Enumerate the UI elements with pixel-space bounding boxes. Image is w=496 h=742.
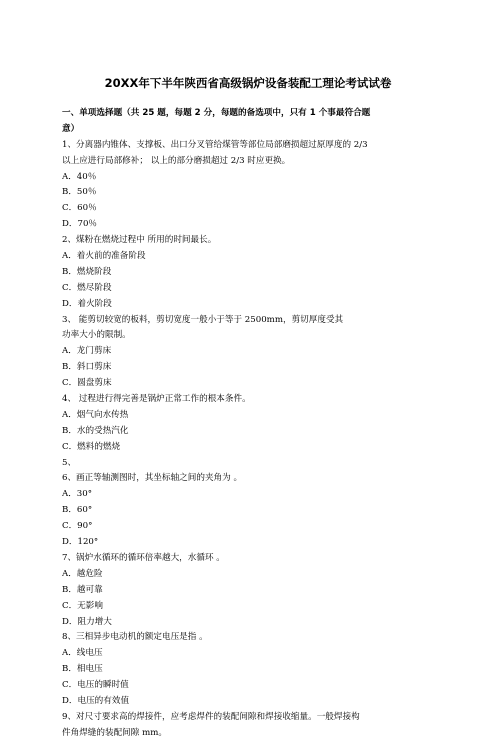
text-line: B．相电压 [62,664,103,675]
text-line: D．电压的有效值 [62,695,130,706]
text-line: B．50％ [62,187,97,198]
text-line: C．90° [62,521,93,532]
text-line: B．越可靠 [62,584,103,595]
text-line: 3、 能剪切较宽的板料，剪切宽度一般小于等于 2500mm，剪切厚度受其 [62,314,344,325]
text-line: B．斜口剪床 [62,362,112,373]
text-line: C．电压的瞬时值 [62,680,129,691]
text-line: 5、 [62,457,77,468]
text-line: A．40％ [62,171,97,182]
text-line: D．120° [62,537,99,548]
text-line: 功率大小的限制。 [62,330,131,341]
text-line: A．着火前的准备阶段 [62,251,146,262]
text-line: D．70％ [62,219,98,230]
text-line: A．越危险 [62,568,103,579]
text-line: D．着火阶段 [62,298,112,309]
section-heading-line: 一、单项选择题（共 25 题，每题 2 分，每题的备选项中，只有 1 个事最符合题 [62,108,371,118]
text-line: A．龙门剪床 [62,346,112,357]
text-line: C．燃料的燃烧 [62,441,121,452]
document-body [62,106,438,742]
text-line: 4、 过程进行得完善是锅炉正常工作的根本条件。 [62,394,251,405]
text-line: 以上应进行局部修补； 以上的部分磨损超过 2/3 时应更换。 [62,155,291,166]
text-line: 2、煤粉在燃烧过程中 所用的时间最长。 [62,235,217,246]
text-line: 9、对尺寸要求高的焊接件，应考虑焊件的装配间隙和焊接收缩量。一般焊接构 [62,711,360,722]
text-line: C．燃尽阶段 [62,282,112,293]
text-line: 7、锅炉水循环的循环倍率越大，水循环 。 [62,552,225,563]
text-line: 8、三相异步电动机的额定电压是指 。 [62,632,208,643]
text-line: B．燃烧阶段 [62,266,112,277]
text-line: 1、分离器内锥体、支撑板、出口分叉管给煤管等部位局部磨损超过原厚度的 2/3 [62,139,368,150]
text-line: 件角焊缝的装配间隙 mm。 [62,727,167,738]
section-heading-line: 意） [62,123,80,134]
text-line: D．阻力增大 [62,616,112,627]
text-line: B．水的受热汽化 [62,425,129,436]
text-line: C．圆盘剪床 [62,378,112,389]
text-line: A．30° [62,489,93,500]
document-title: 20XX年下半年陕西省高级锅炉设备装配工理论考试试卷 [104,76,392,90]
text-line: A．线电压 [62,648,103,659]
text-line: C．60％ [62,203,97,214]
text-line: 6、画正等轴测图时，其坐标轴之间的夹角为 。 [62,473,243,484]
text-line: C．无影响 [62,600,103,611]
text-line: A．烟气向水传热 [62,409,129,420]
text-line: B．60° [62,505,93,516]
